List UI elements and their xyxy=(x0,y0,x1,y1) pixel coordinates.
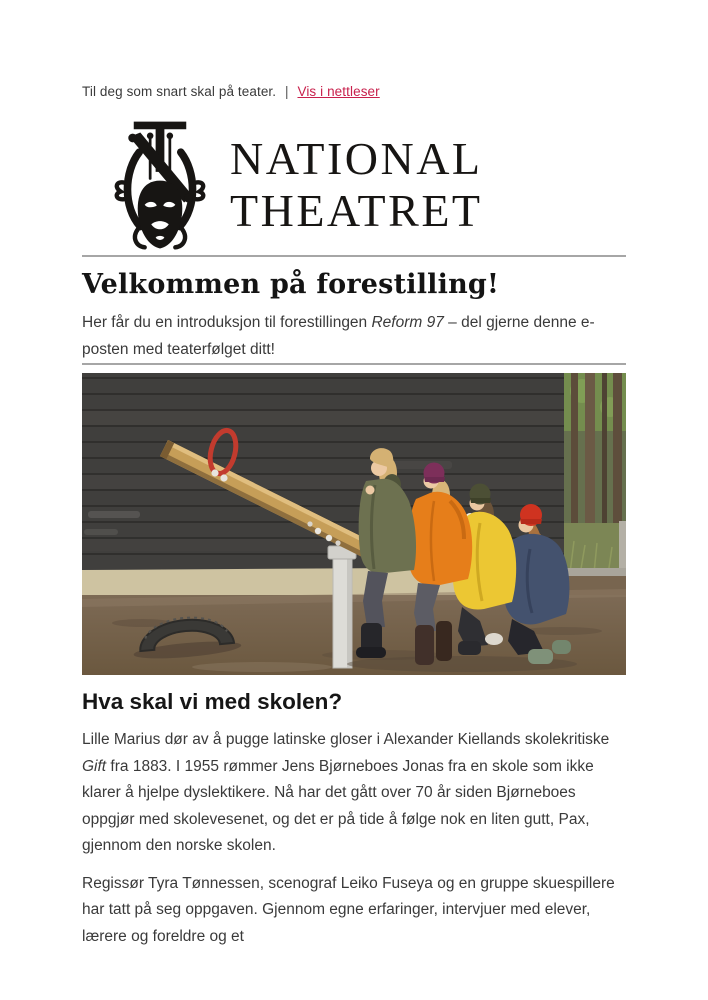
article-section xyxy=(82,688,626,950)
theatre-mask-icon xyxy=(104,115,216,255)
photo-forest xyxy=(564,373,626,579)
divider-top xyxy=(82,255,626,257)
preheader-separator: | xyxy=(285,84,289,99)
preheader-text: Til deg som snart skal på teater. xyxy=(82,84,277,99)
p1-text-after: fra 1883. I 1955 rømmer Jens Bjørneboes Jonas fra en skole som ikke klarer å hjelpe dyslektikere. Nå har det gått over 70 år siden Bjørneboes oppgjør med skolevesenet, og det er på tide å følge nok en liten gutt, Pax, gjennom den norske skolen. xyxy=(82,757,594,854)
divider-above-photo xyxy=(82,363,626,365)
article-paragraph-1 xyxy=(82,727,626,860)
email-body xyxy=(82,0,626,950)
article-heading: Hva skal vi med skolen? xyxy=(82,689,343,714)
nationaltheatret-logo[interactable] xyxy=(104,115,626,255)
logo-line-2: THEATRET xyxy=(230,185,483,236)
view-in-browser-link[interactable]: Vis i nettleser xyxy=(297,84,380,99)
intro-text-before: Her får du en introduksjon til forestillingen xyxy=(82,314,372,331)
logo-line-1: NATIONAL xyxy=(230,133,483,184)
book-title-gift: Gift xyxy=(82,757,107,775)
p1-text-before: Lille Marius dør av å pugge latinske gloser i Alexander Kiellands skolekritiske xyxy=(82,731,610,748)
preheader xyxy=(82,84,626,99)
intro-text-after: – del gjerne denne e-posten med teaterfølget ditt! xyxy=(82,314,595,358)
show-photo xyxy=(82,373,626,675)
article-paragraph-2: Regissør Tyra Tønnessen, scenograf Leiko Fuseya og en gruppe skuespillere har tatt på seg oppgaven. Gjennom egne erfaringer, intervjuer med elever, lærere og foreldre og et xyxy=(82,874,615,945)
show-title: Reform 97 xyxy=(371,314,444,331)
welcome-heading: Velkommen på forestilling! xyxy=(82,269,500,300)
intro-paragraph xyxy=(82,310,626,363)
photo-edge-rail xyxy=(564,568,626,576)
logo-wordmark xyxy=(230,133,483,237)
